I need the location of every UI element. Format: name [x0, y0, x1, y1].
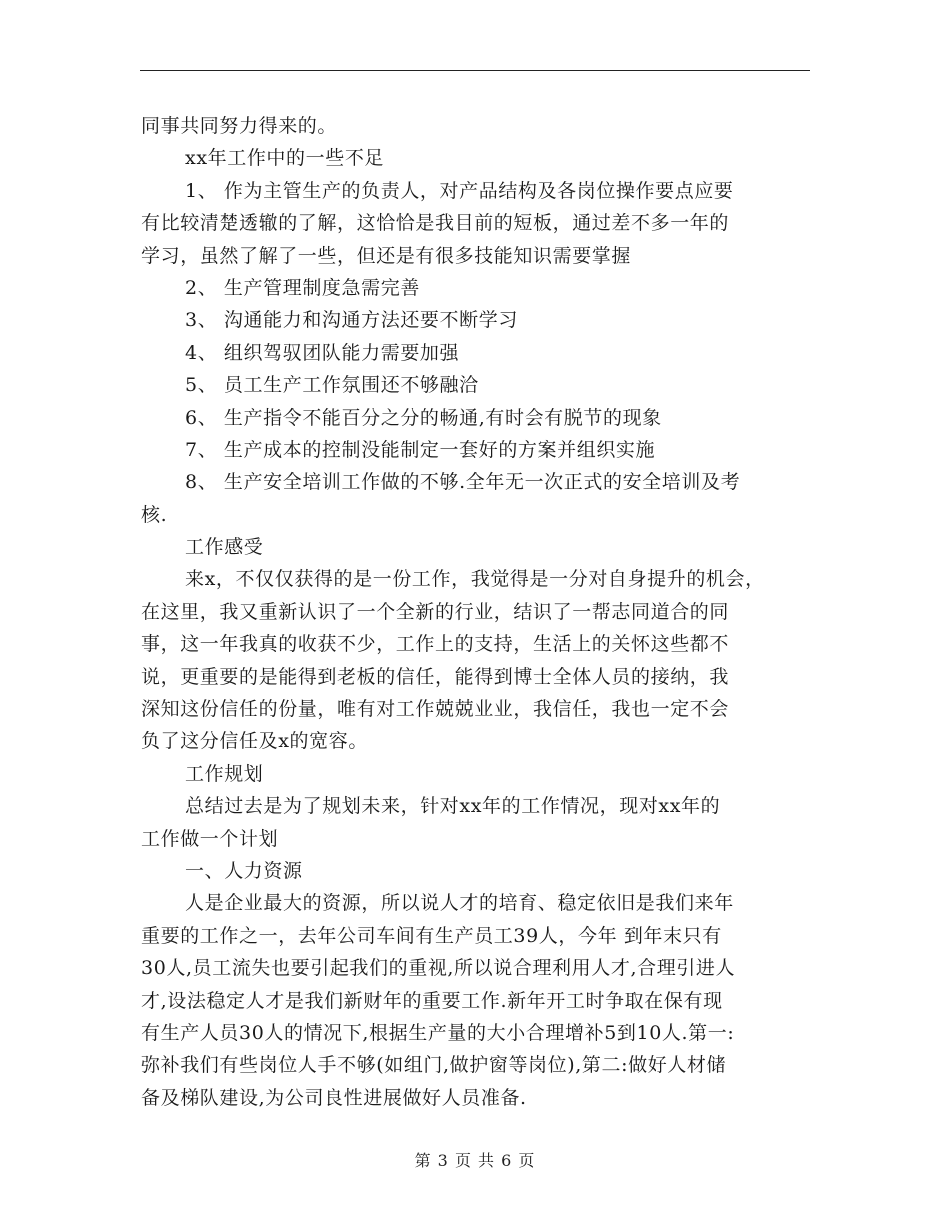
- text-line: 一、人力资源: [185, 859, 303, 882]
- text-line: 7、 生产成本的控制没能制定一套好的方案并组织实施: [185, 438, 656, 461]
- text-line: 负了这分信任及x的宽容。: [141, 730, 368, 753]
- text-line: 1、 作为主管生产的负责人，对产品结构及各岗位操作要点应要: [185, 179, 734, 202]
- text-line: 在这里，我又重新认识了一个全新的行业，结识了一帮志同道合的同: [141, 600, 730, 623]
- text-line: 工作做一个计划: [141, 827, 279, 850]
- text-line: 同事共同努力得来的。: [141, 115, 338, 137]
- text-line: xx年工作中的一些不足: [185, 147, 385, 170]
- header-rule: [140, 70, 810, 71]
- text-line: 3、 沟通能力和沟通方法还要不断学习: [185, 309, 518, 332]
- text-line: 来x，不仅仅获得的是一份工作，我觉得是一分对自身提升的机会，: [185, 568, 765, 591]
- text-line: 30人,员工流失也要引起我们的重视,所以说合理利用人才,合理引进人: [141, 957, 736, 980]
- text-line: 2、 生产管理制度急需完善: [185, 276, 420, 299]
- text-line: 4、 组织驾驭团队能力需要加强: [185, 341, 460, 364]
- page-body: [141, 110, 811, 1114]
- text-line: 才,设法稳定人才是我们新财年的重要工作.新年开工时争取在保有现: [141, 989, 723, 1012]
- text-line: 8、 生产安全培训工作做的不够.全年无一次正式的安全培训及考: [185, 471, 741, 494]
- text-line: 说，更重要的是能得到老板的信任，能得到博士全体人员的接纳，我: [141, 665, 730, 688]
- text-line: 备及梯队建设,为公司良性进展做好人员准备.: [141, 1086, 527, 1109]
- text-line: 工作规划: [185, 762, 264, 785]
- text-line: 有比较清楚透辙的了解，这恰恰是我目前的短板，通过差不多一年的: [141, 212, 730, 235]
- text-line: 有生产人员30人的情况下,根据生产量的大小合理增补5到10人.第一:: [141, 1021, 735, 1044]
- page-footer: 第 3 页 共 6 页: [414, 1151, 536, 1170]
- text-line: 学习，虽然了解了一些，但还是有很多技能知识需要掌握: [141, 244, 632, 267]
- text-line: 重要的工作之一，去年公司车间有生产员工39人，今年 到年末只有: [141, 924, 722, 947]
- text-line: 弥补我们有些岗位人手不够(如组门,做护窗等岗位),第二:做好人材储: [141, 1054, 727, 1077]
- text-line: 6、 生产指令不能百分之分的畅通,有时会有脱节的现象: [185, 406, 662, 429]
- text-line: 5、 员工生产工作氛围还不够融洽: [185, 374, 479, 397]
- text-line: 事，这一年我真的收获不少，工作上的支持，生活上的关怀这些都不: [141, 633, 730, 656]
- text-line: 深知这份信任的份量，唯有对工作兢兢业业，我信任，我也一定不会: [141, 698, 730, 721]
- text-line: 工作感受: [185, 536, 264, 559]
- text-line: 总结过去是为了规划未来，针对xx年的工作情况，现对xx年的: [185, 795, 721, 818]
- text-line: 人是企业最大的资源，所以说人才的培育、稳定依旧是我们来年: [185, 892, 734, 915]
- text-line: 核.: [141, 503, 168, 526]
